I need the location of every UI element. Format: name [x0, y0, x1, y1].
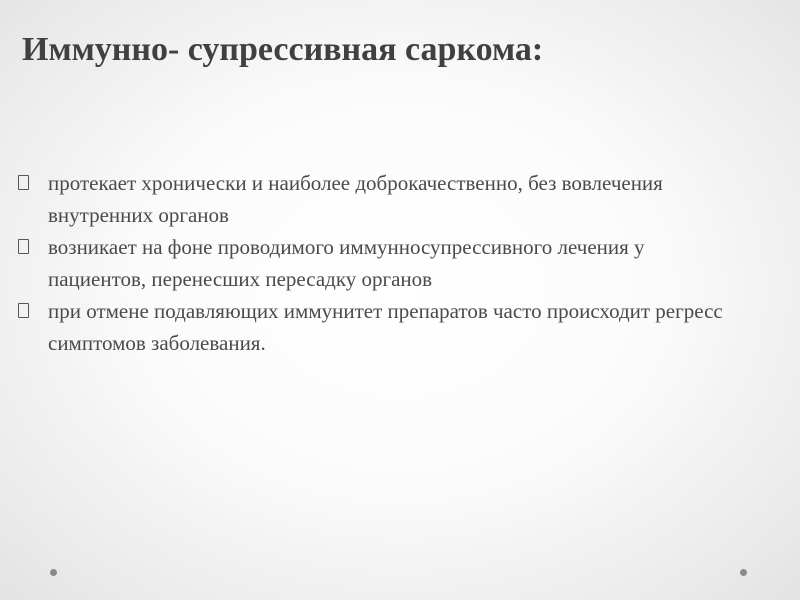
square-bullet-icon [18, 175, 29, 190]
bullet-item [14, 295, 734, 359]
bullet-item [14, 231, 734, 295]
square-bullet-icon [18, 303, 29, 318]
bullet-text: возникает на фоне проводимого иммунносупрессивного лечения у пациентов, перенесших пересадку органов [48, 235, 645, 291]
bullet-text: при отмене подавляющих иммунитет препаратов часто происходит регресс симптомов заболевания. [48, 299, 723, 355]
decorative-dot-left [50, 569, 57, 576]
decorative-dot-right [740, 569, 747, 576]
bullet-list [14, 167, 734, 359]
slide-title: Иммунно- супрессивная саркома: [22, 31, 544, 68]
square-bullet-icon [18, 239, 29, 254]
bullet-text: протекает хронически и наиболее доброкачественно, без вовлечения внутренних органов [48, 171, 663, 227]
bullet-item [14, 167, 734, 231]
